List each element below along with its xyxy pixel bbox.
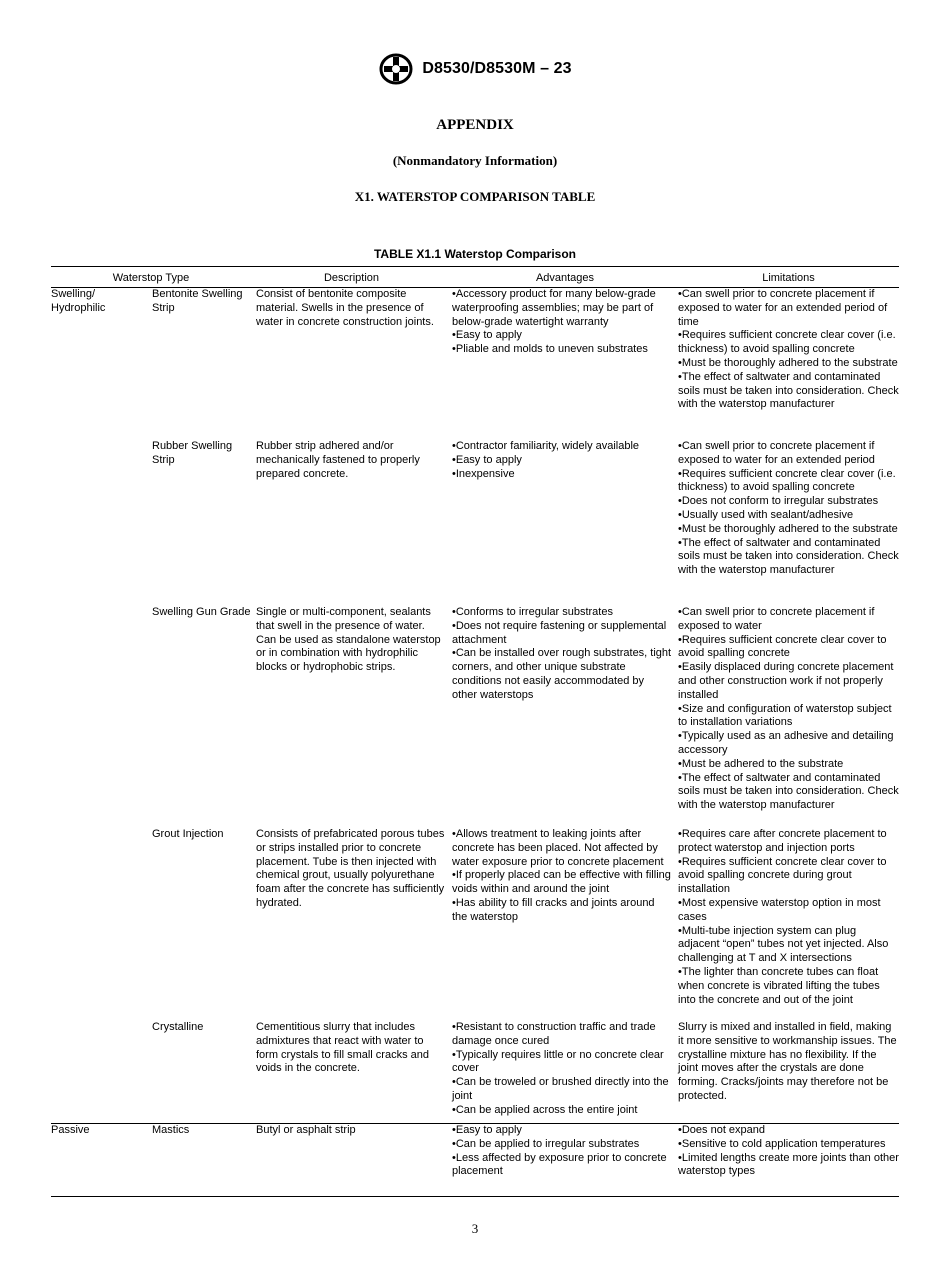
limitation-item: •Requires care after concrete placement to protect waterstop and injection ports	[678, 828, 887, 854]
astm-logo-icon	[378, 53, 414, 85]
page-number: 3	[471, 1221, 479, 1236]
limitation-item: •Sensitive to cold application temperatures	[678, 1137, 886, 1150]
limitation-item: •Does not expand	[678, 1124, 766, 1136]
table-row	[51, 1021, 899, 1124]
appendix-heading: APPENDIX	[436, 117, 514, 133]
limitation-item: •Requires sufficient concrete clear cover to avoid spalling concrete during grout installation	[678, 855, 887, 896]
advantage-item: •Resistant to construction traffic and trade damage once cured	[452, 1021, 656, 1047]
limitation-item: •Must be thoroughly adhered to the substrate	[678, 522, 898, 535]
advantages-cell	[452, 288, 678, 440]
advantage-item: •Easy to apply	[452, 329, 522, 342]
limitations-cell	[678, 1124, 899, 1196]
limitation-item: •The effect of saltwater and contaminated soils must be taken into consideration. Check with the waterstop manufacturer	[678, 771, 899, 812]
document-header	[0, 52, 950, 86]
limitation-item: •The effect of saltwater and contaminated soils must be taken into consideration. Check with the waterstop manufacturer	[678, 370, 899, 411]
table-row	[51, 606, 899, 828]
description-cell: Cementitious slurry that includes admixtures that react with water to form crystals to fill small cracks and voids in the concrete.	[256, 1021, 429, 1075]
category-cell	[51, 1021, 152, 1123]
limitation-item: •Requires sufficient concrete clear cover to avoid spalling concrete	[678, 633, 887, 660]
limitation-item: •Limited lengths create more joints than other waterstop types	[678, 1151, 899, 1178]
nonmandatory-heading: (Nonmandatory Information)	[392, 153, 558, 168]
category-cell: Swelling/ Hydrophilic	[51, 288, 106, 314]
limitations-cell	[678, 288, 899, 440]
advantage-item: •Easy to apply	[452, 1124, 522, 1136]
limitation-item: •Can swell prior to concrete placement if exposed to water for an extended period of time	[678, 288, 888, 328]
type-cell: Crystalline	[152, 1021, 204, 1033]
limitation-item: •Easily displaced during concrete placement and other construction work if not properly installed	[678, 661, 894, 701]
advantage-item: •Allows treatment to leaking joints after concrete has been placed. Not affected by water exposure prior to concrete placement	[452, 828, 664, 868]
column-header-waterstop-type: Waterstop Type	[112, 272, 190, 285]
type-cell: Bentonite Swelling Strip	[152, 288, 243, 314]
limitations-cell	[678, 1021, 899, 1123]
advantage-item: •Easy to apply	[452, 453, 522, 466]
column-header-description: Description	[323, 272, 380, 285]
table-caption: TABLE X1.1 Waterstop Comparison	[373, 247, 577, 261]
advantages-cell	[452, 1021, 678, 1123]
column-header-limitations: Limitations	[762, 272, 815, 285]
description-cell: Consists of prefabricated porous tubes or strips installed prior to concrete placement. Tube is then injected with chemical grout, usually polyurethane foam after the concrete has sufficiently hydrated.	[256, 828, 445, 909]
section-heading: X1. WATERSTOP COMPARISON TABLE	[354, 189, 596, 204]
limitation-item: •Size and configuration of waterstop subject to installation variations	[678, 702, 892, 729]
advantage-item: •Less affected by exposure prior to concrete placement	[452, 1151, 667, 1178]
limitation-item: •Must be adhered to the substrate	[678, 757, 844, 770]
limitation-item: •Must be thoroughly adhered to the substrate	[678, 356, 898, 369]
advantage-item: •Can be applied across the entire joint	[452, 1103, 638, 1116]
waterstop-comparison-table	[51, 266, 899, 1197]
advantage-item: •Pliable and molds to uneven substrates	[452, 343, 648, 356]
advantage-item: •Can be applied to irregular substrates	[452, 1137, 640, 1150]
advantage-item: •Accessory product for many below-grade waterproofing assemblies; may be part of below-grade watertight warranty	[452, 288, 656, 328]
limitation-item: •The effect of saltwater and contaminated soils must be taken into consideration. Check with the waterstop manufacturer	[678, 536, 899, 577]
advantage-item: •Contractor familiarity, widely available	[452, 440, 640, 452]
limitation-item: •Multi-tube injection system can plug adjacent “open” tubes not yet injected. Also challenging at T and X intersections	[678, 924, 889, 965]
limitations-cell	[678, 440, 899, 606]
type-cell: Rubber Swelling Strip	[152, 440, 233, 466]
description-cell: Rubber strip adhered and/or mechanically fastened to properly prepared concrete.	[256, 440, 420, 480]
type-cell: Grout Injection	[152, 828, 224, 840]
advantage-item: •Can be installed over rough substrates, tight corners, and other unique substrate conditions not easily accommodated by other waterstops	[452, 647, 672, 701]
table-row	[51, 288, 899, 440]
category-cell	[51, 440, 152, 606]
limitation-item: •Usually used with sealant/adhesive	[678, 508, 854, 521]
advantage-item: •Conforms to irregular substrates	[452, 606, 613, 618]
table-row	[51, 440, 899, 606]
advantages-cell	[452, 606, 678, 828]
limitation-item: •Can swell prior to concrete placement if exposed to water	[678, 606, 875, 632]
limitation-item: Slurry is mixed and installed in field, making it more sensitive to workmanship issues. The crystalline mixture has no flexibility. If the joint moves after the crystals are done forming. Cracks/joints may therefore not be protected.	[678, 1021, 897, 1102]
table-header-row	[51, 267, 899, 288]
advantage-item: •Has ability to fill cracks and joints around the waterstop	[452, 896, 655, 923]
limitation-item: •Typically used as an adhesive and detailing accessory	[678, 730, 894, 756]
document-id: D8530/D8530M – 23	[422, 60, 572, 77]
limitations-cell	[678, 606, 899, 828]
limitation-item: •Most expensive waterstop option in most cases	[678, 896, 881, 923]
limitation-item: •The lighter than concrete tubes can float when concrete is vibrated lifting the tubes into the concrete and out of the joint	[678, 965, 880, 1006]
table-row	[51, 1124, 899, 1196]
category-cell	[51, 828, 152, 1021]
type-cell: Swelling Gun Grade	[152, 606, 251, 618]
column-header-advantages: Advantages	[535, 272, 595, 285]
category-cell: Passive	[51, 1124, 90, 1136]
advantage-item: •Does not require fastening or supplemental attachment	[452, 619, 667, 646]
limitations-cell	[678, 828, 899, 1021]
description-cell: Consist of bentonite composite material. Swells in the presence of water in concrete construction joints.	[256, 288, 434, 328]
limitation-item: •Requires sufficient concrete clear cover (i.e. thickness) to avoid spalling concrete	[678, 329, 896, 356]
limitation-item: •Requires sufficient concrete clear cover (i.e. thickness) to avoid spalling concrete	[678, 467, 896, 494]
type-cell: Mastics	[152, 1124, 190, 1136]
advantage-item: •If properly placed can be effective with filling voids within and around the joint	[452, 869, 671, 896]
limitation-item: •Can swell prior to concrete placement if exposed to water for an extended period	[678, 440, 875, 466]
advantages-cell	[452, 440, 678, 606]
limitation-item: •Does not conform to irregular substrates	[678, 495, 879, 508]
category-cell	[51, 606, 152, 828]
advantage-item: •Can be troweled or brushed directly into the joint	[452, 1076, 669, 1102]
description-cell: Butyl or asphalt strip	[256, 1124, 356, 1136]
advantage-item: •Typically requires little or no concrete clear cover	[452, 1048, 664, 1075]
advantages-cell	[452, 1124, 678, 1196]
advantage-item: •Inexpensive	[452, 467, 515, 480]
advantages-cell	[452, 828, 678, 1021]
table-row	[51, 828, 899, 1021]
description-cell: Single or multi-component, sealants that swell in the presence of water. Can be used as standalone waterstop or in combination with hydrophilic blocks or hydrophobic strips.	[256, 606, 441, 674]
